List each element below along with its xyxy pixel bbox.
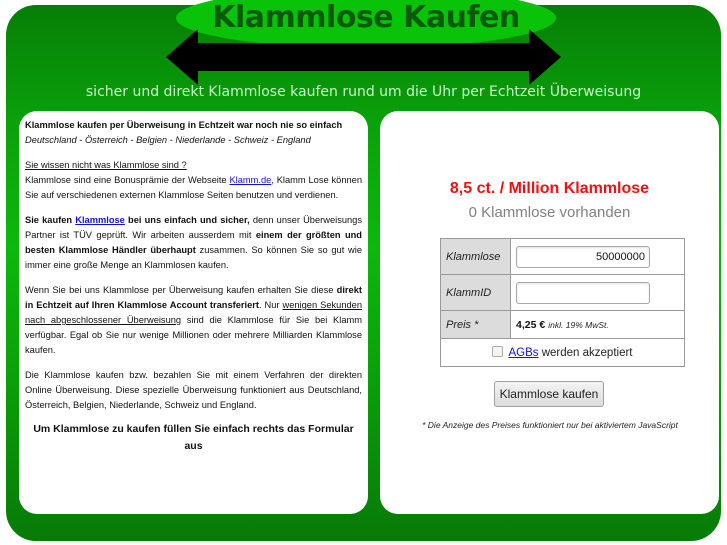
agb-link[interactable]: AGBs xyxy=(508,347,539,359)
javascript-footnote: * Die Anzeige des Preises funktioniert nur bei aktiviertem JavaScript xyxy=(422,420,678,430)
klammid-label: KlammID xyxy=(441,275,511,311)
tagline: sicher und direkt Klammlose kaufen rund um die Uhr per Echtzeit Überweisung xyxy=(85,84,642,100)
what-text-cont: , Klamm Lose können Sie auf verschiedenen externen Klammlose Seiten benutzen und verdienen. xyxy=(25,175,362,200)
klammlose-link[interactable]: Klammlose xyxy=(75,215,125,225)
security-paragraph xyxy=(25,213,362,273)
agb-checkbox[interactable] xyxy=(492,346,503,357)
klammid-input[interactable] xyxy=(516,282,650,304)
partner-bold: einem der größten und besten Klammlose Händler überhaupt xyxy=(25,230,362,255)
realtime-text: Wenn Sie bei uns Klammlose per Überweisung kaufen erhalten Sie diese xyxy=(25,285,337,295)
realtime-paragraph xyxy=(25,283,362,358)
security-bold: Sie kaufen xyxy=(25,215,76,225)
amount-label: Klammlose xyxy=(441,239,511,275)
what-text: Klammlose sind eine Bonusprämie der Webseite xyxy=(25,175,230,185)
order-form xyxy=(440,238,685,367)
order-panel xyxy=(380,111,719,514)
double-arrow-icon xyxy=(166,29,561,85)
site-title: Klammlose Kaufen xyxy=(212,0,520,35)
agb-text: werden akzeptiert xyxy=(538,347,633,359)
security-text-cont: zusammen. So können Sie so gut wie immer eine große Menge an Klammlosen kaufen. xyxy=(25,245,362,270)
realtime-text-3: sind die Klammlose für Sie bei Klamm verfügbar. Egal ob Sie nur wenige Millionen oder mehrere Milliarden Klammlose kaufen. xyxy=(25,315,362,355)
what-heading: Sie wissen nicht was Klammlose sind ? xyxy=(25,160,187,170)
buy-button[interactable]: Klammlose kaufen xyxy=(494,381,604,407)
klamm-link[interactable]: Klamm.de xyxy=(229,175,272,185)
intro-heading: Klammlose kaufen per Überweisung in Echtzeit war noch nie so einfach xyxy=(25,120,343,130)
availability-text: 0 Klammlose vorhanden xyxy=(468,204,631,221)
security-bold-cont: bei uns einfach und sicher, xyxy=(124,215,250,225)
amount-input[interactable] xyxy=(516,246,650,268)
realtime-text-2: . Nur xyxy=(258,300,283,310)
realtime-underline: wenigen Sekunden nach abgeschlossener Überweisung xyxy=(25,300,362,325)
info-panel xyxy=(19,111,368,514)
what-paragraph xyxy=(25,158,362,203)
realtime-bold: direkt in Echtzeit auf Ihren Klammlose Account transferiert xyxy=(25,285,362,310)
cta-text: Um Klammlose zu kaufen füllen Sie einfach rechts das Formular aus xyxy=(33,423,354,452)
countries-list: Deutschland - Österreich - Belgien - Niederlande - Schweiz - England xyxy=(25,135,311,145)
payment-paragraph: Die Klammlose kaufen bzw. bezahlen Sie mit einem Verfahren der direkten Online Überweisung. Diese spezielle Überweisung funktioniert aus Deutschland, Österreich, Belgien, Niederlande, Schweiz und England. xyxy=(25,370,362,410)
intro-paragraph xyxy=(25,118,362,148)
price-heading: 8,5 ct. / Million Klammlose xyxy=(449,180,650,197)
price-label: Preis * xyxy=(441,311,511,339)
price-note: inkl. 19% MwSt. xyxy=(548,319,609,330)
price-value: 4,25 € xyxy=(516,318,546,331)
agb-row xyxy=(441,339,685,367)
security-text: denn unser Überweisungs Partner ist TÜV geprüft. Wir arbeiten ausserdem mit xyxy=(25,215,362,240)
